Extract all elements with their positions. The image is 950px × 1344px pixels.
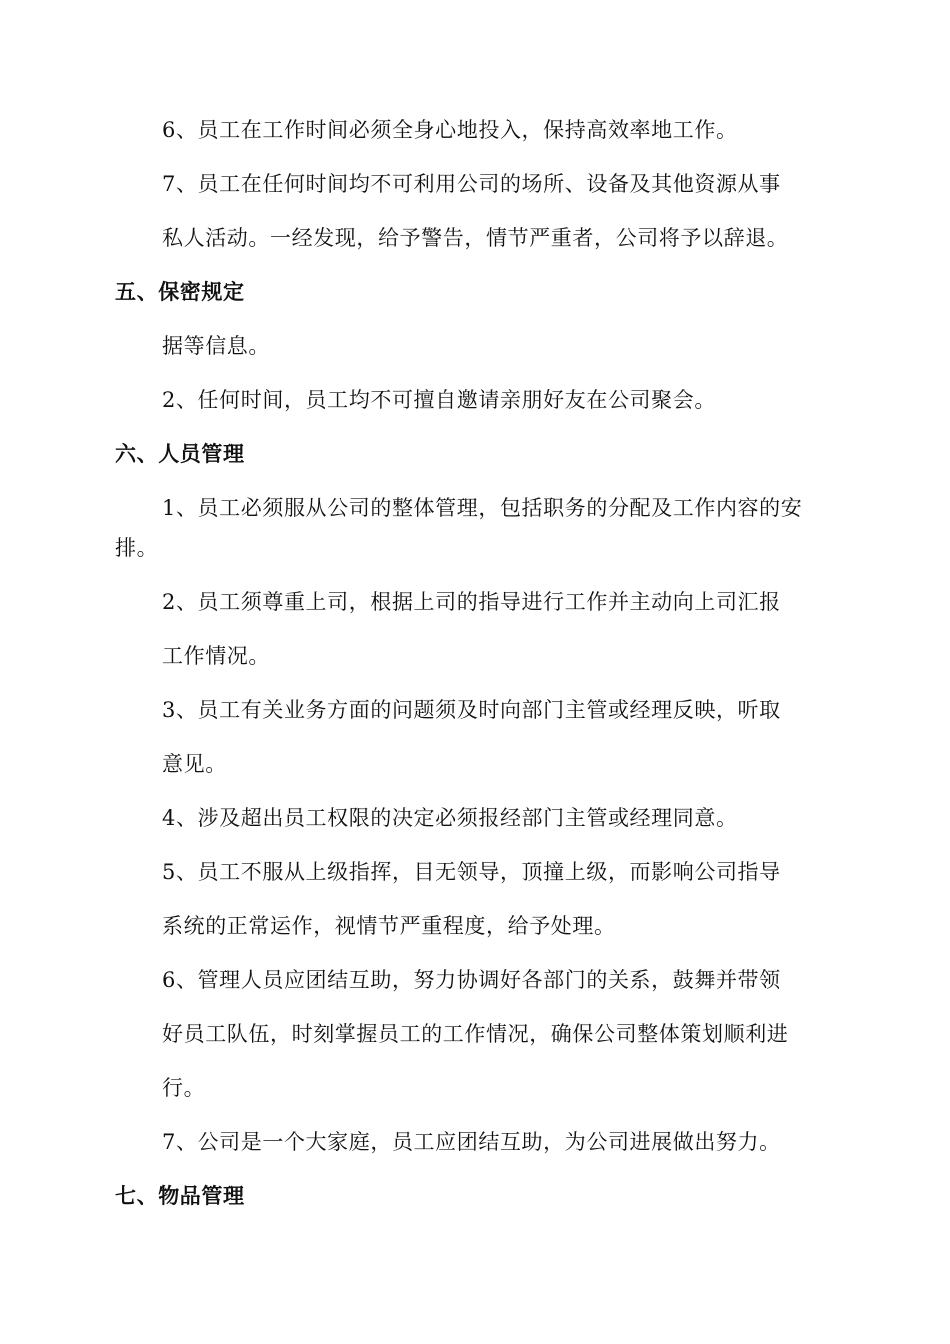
paragraph-line: 4、涉及超出员工权限的决定必须报经部门主管或经理同意。 <box>162 806 738 830</box>
paragraph-line: 2、任何时间，员工均不可擅自邀请亲朋好友在公司聚会。 <box>162 388 716 412</box>
section-heading: 六、人员管理 <box>115 441 245 466</box>
paragraph-line: 1、员工必须服从公司的整体管理，包括职务的分配及工作内容的安 <box>162 496 803 520</box>
paragraph-line: 行。 <box>162 1076 206 1100</box>
paragraph-line: 据等信息。 <box>162 334 270 358</box>
paragraph-line: 工作情况。 <box>162 644 270 668</box>
section-heading: 七、物品管理 <box>115 1183 245 1208</box>
paragraph-line: 6、员工在工作时间必须全身心地投入，保持高效率地工作。 <box>162 118 738 142</box>
paragraph-line: 5、员工不服从上级指挥，目无领导，顶撞上级，而影响公司指导 <box>162 860 781 884</box>
paragraph-line: 6、管理人员应团结互助，努力协调好各部门的关系，鼓舞并带领 <box>162 968 781 992</box>
section-heading: 五、保密规定 <box>115 279 245 304</box>
paragraph-line: 意见。 <box>162 752 227 776</box>
paragraph-line: 7、公司是一个大家庭，员工应团结互助，为公司进展做出努力。 <box>162 1130 781 1154</box>
paragraph-line: 排。 <box>115 536 159 560</box>
paragraph-line: 系统的正常运作，视情节严重程度，给予处理。 <box>162 914 616 938</box>
paragraph-line: 2、员工须尊重上司，根据上司的指导进行工作并主动向上司汇报 <box>162 590 781 614</box>
paragraph-line: 私人活动。一经发现，给予警告，情节严重者，公司将予以辞退。 <box>162 226 789 250</box>
paragraph-line: 好员工队伍，时刻掌握员工的工作情况，确保公司整体策划顺利进 <box>162 1022 789 1046</box>
paragraph-line: 7、员工在任何时间均不可利用公司的场所、设备及其他资源从事 <box>162 172 781 196</box>
paragraph-line: 3、员工有关业务方面的问题须及时向部门主管或经理反映，听取 <box>162 698 781 722</box>
